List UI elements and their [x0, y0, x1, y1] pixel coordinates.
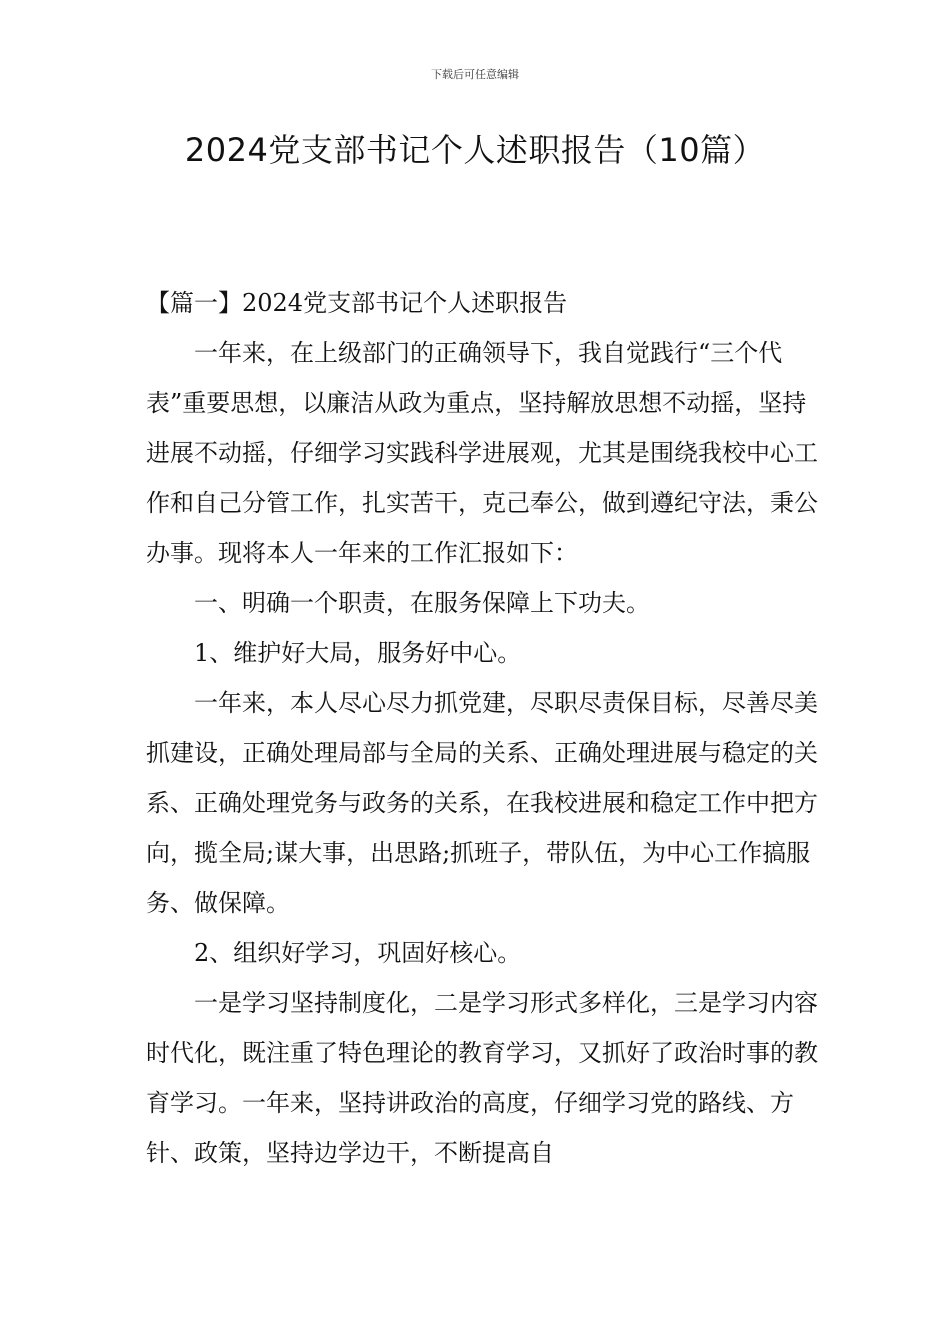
paragraph-heading-1: 一、明确一个职责，在服务保障上下功夫。 — [194, 589, 650, 617]
page-header-note: 下载后可任意编辑 — [431, 68, 519, 81]
document-title: 2024党支部书记个人述职报告（10篇） — [184, 131, 766, 169]
paragraph-intro: 一年来，在上级部门的正确领导下，我自觉践行“三个代表”重要思想，以廉洁从政为重点，坚持解放思想不动摇，坚持进展不动摇，仔细学习实践科学进展观，尤其是围绕我校中心工作和自己分管工作，扎实苦干，克己奉公，做到遵纪守法，秉公办事。现将本人一年来的工作汇报如下： — [146, 339, 818, 567]
section-heading: 【篇一】2024党支部书记个人述职报告 — [146, 289, 568, 317]
paragraph-subheading-1: 1、维护好大局，服务好中心。 — [194, 639, 522, 667]
document-body — [146, 278, 818, 1178]
paragraph-body-2: 一是学习坚持制度化，二是学习形式多样化，三是学习内容时代化，既注重了特色理论的教育学习，又抓好了政治时事的教育学习。一年来，坚持讲政治的高度，仔细学习党的路线、方针、政策，坚持边学边干，不断提高自 — [146, 989, 818, 1167]
paragraph-body-1: 一年来，本人尽心尽力抓党建，尽职尽责保目标，尽善尽美抓建设，正确处理局部与全局的关系、正确处理进展与稳定的关系、正确处理党务与政务的关系，在我校进展和稳定工作中把方向，揽全局;谋大事，出思路;抓班子，带队伍，为中心工作搞服务、做保障。 — [146, 689, 818, 917]
paragraph-subheading-2: 2、组织好学习，巩固好核心。 — [194, 939, 522, 967]
